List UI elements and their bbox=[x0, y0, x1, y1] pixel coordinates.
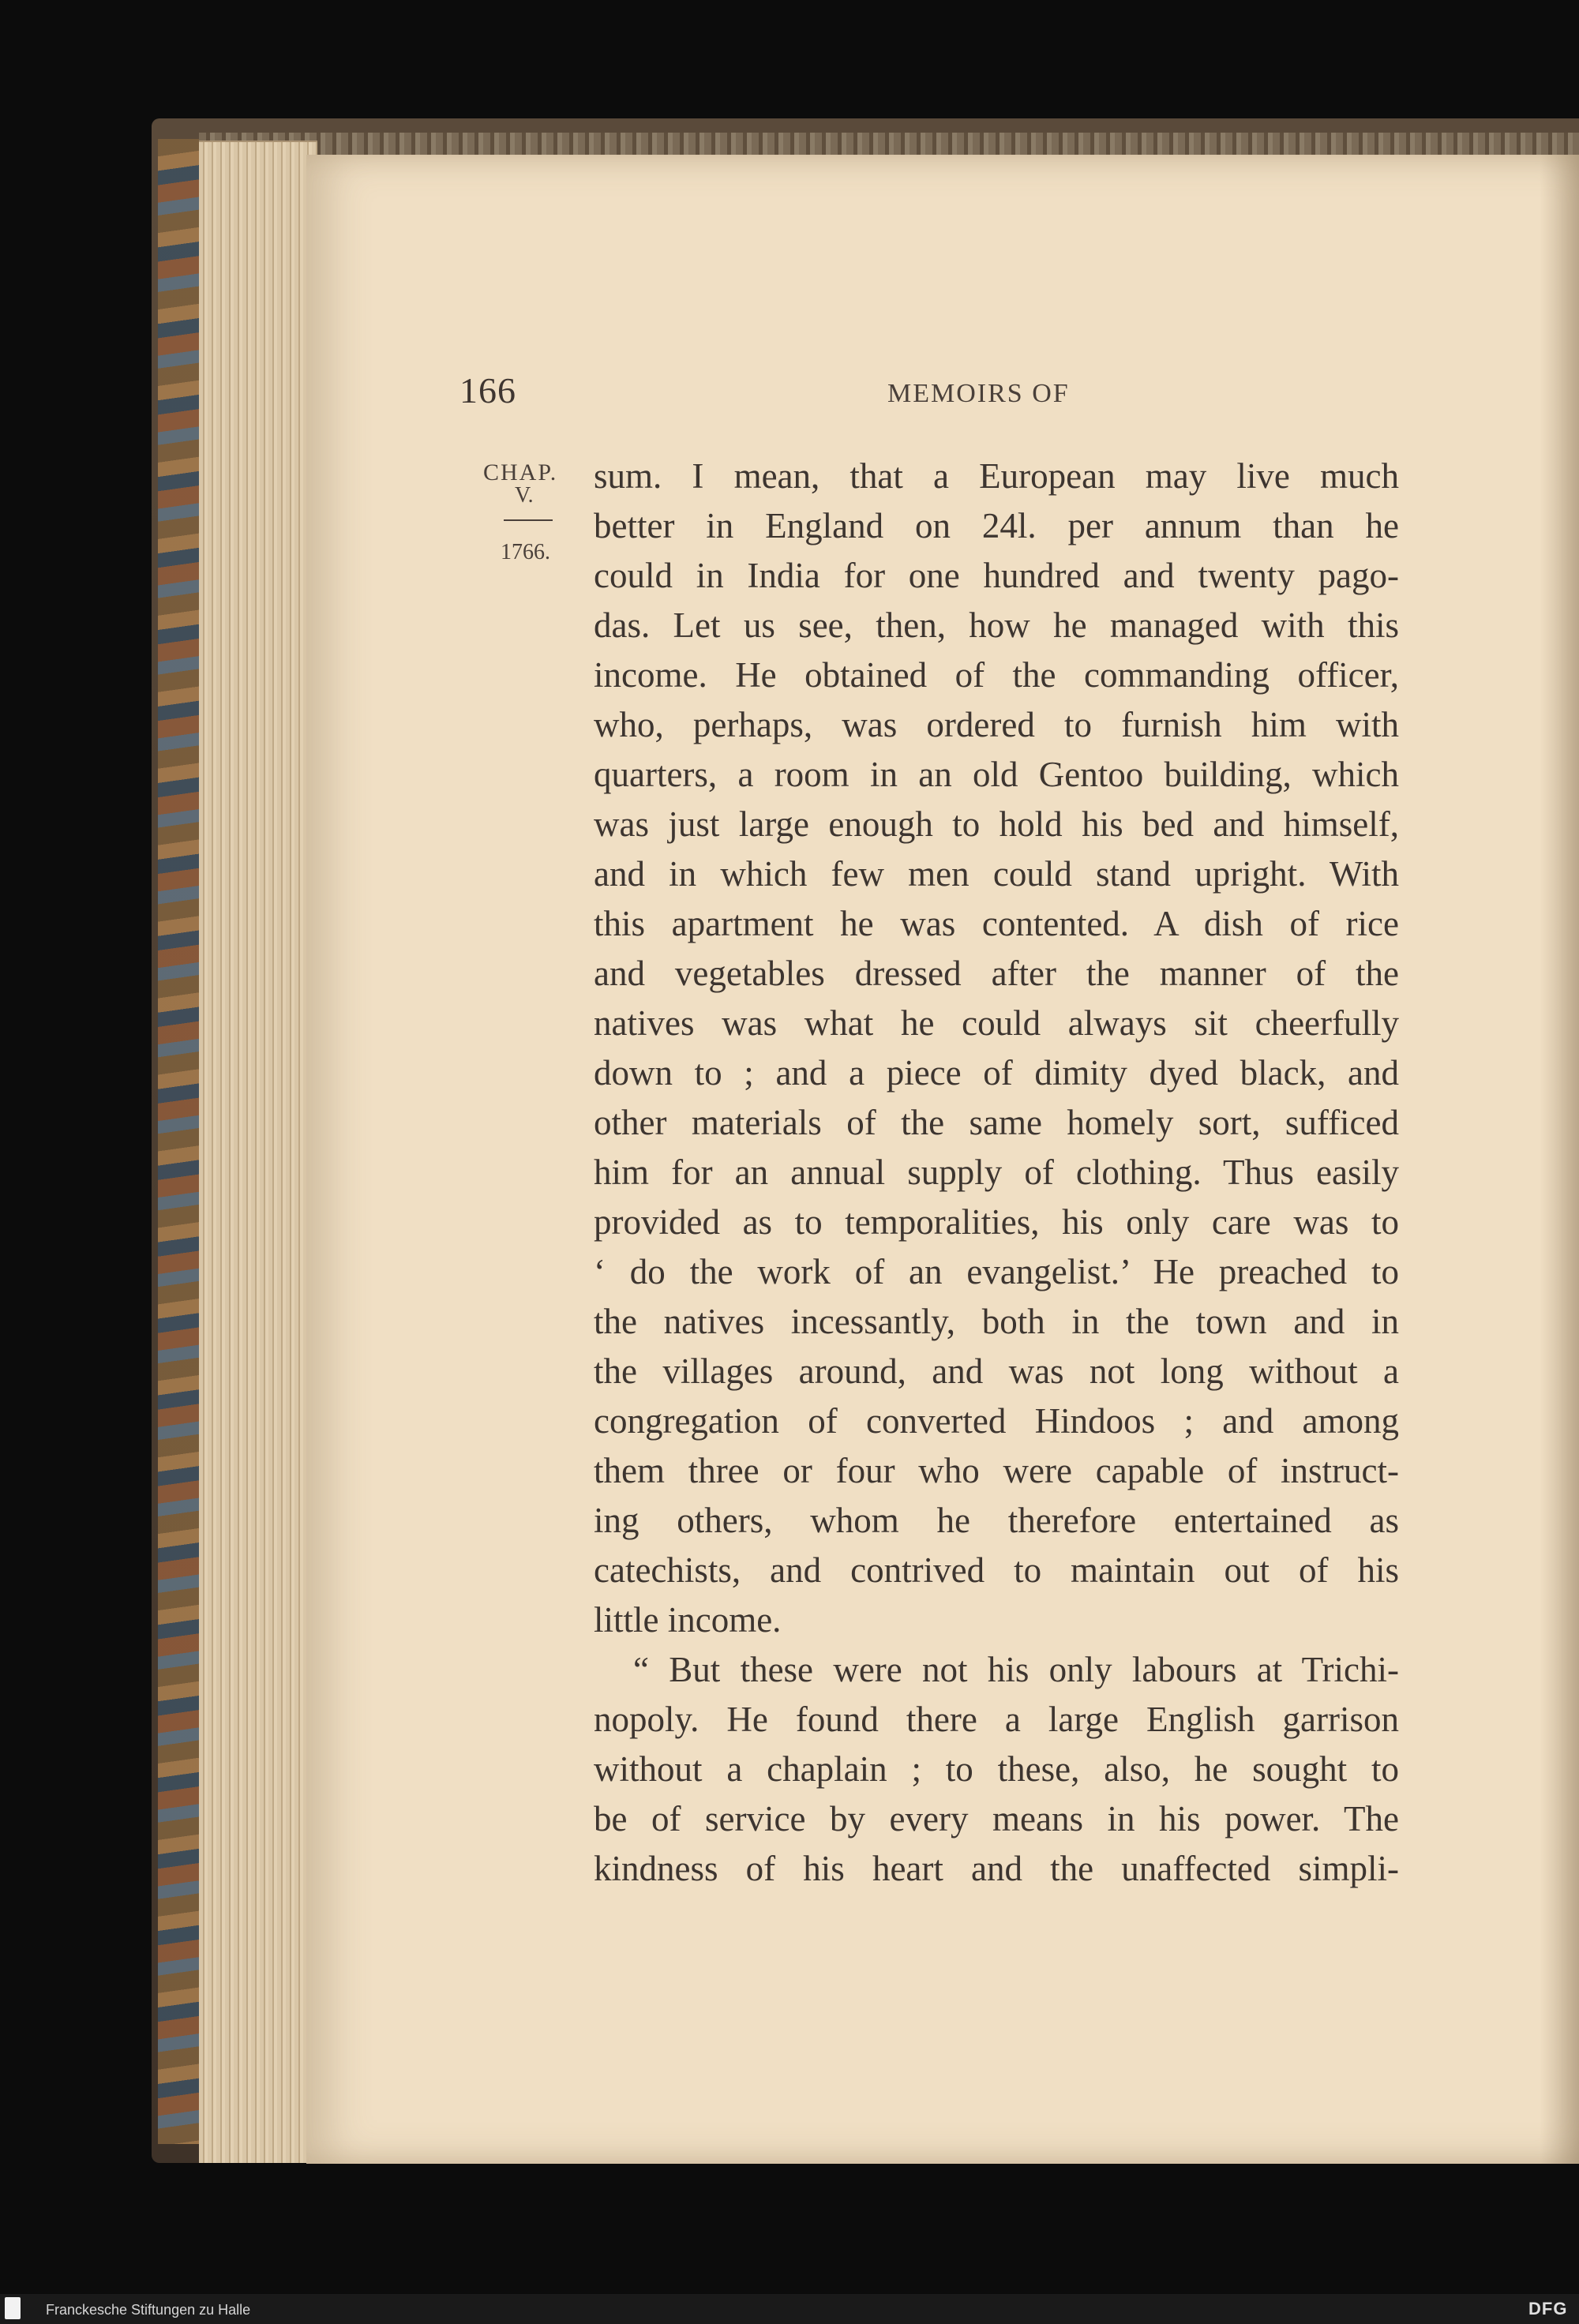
text-line: little income. bbox=[594, 1600, 782, 1640]
text-line: could in India for one hundred and twenty pago- bbox=[594, 556, 1399, 595]
running-title: MEMOIRS OF bbox=[887, 379, 1070, 408]
text-line: nopoly. He found there a large English garrison bbox=[594, 1700, 1399, 1739]
text-line: kindness of his heart and the unaffected simpli- bbox=[594, 1849, 1399, 1888]
chapter-rule bbox=[504, 519, 553, 521]
text-line: natives was what he could always sit cheerfully bbox=[594, 1003, 1399, 1043]
text-line: and in which few men could stand upright. With bbox=[594, 854, 1399, 894]
text-line: better in England on 24l. per annum than he bbox=[594, 506, 1399, 545]
text-line: ing others, whom he therefore entertained as bbox=[594, 1501, 1399, 1540]
chapter-number: V. bbox=[515, 483, 534, 508]
text-line: ‘ do the work of an evangelist.’ He preached to bbox=[594, 1252, 1399, 1291]
page-fore-edge bbox=[1540, 155, 1579, 2164]
text-line: quarters, a room in an old Gentoo building, which bbox=[594, 755, 1399, 794]
text-line: this apartment he was contented. A dish of rice bbox=[594, 904, 1399, 943]
text-line: other materials of the same homely sort, sufficed bbox=[594, 1103, 1399, 1142]
chapter-label: CHAP. bbox=[483, 459, 558, 485]
institution-logo-icon bbox=[5, 2297, 21, 2319]
funder-logo: DFG bbox=[1528, 2299, 1568, 2318]
page-number: 166 bbox=[459, 370, 516, 410]
text-line: down to ; and a piece of dimity dyed black, and bbox=[594, 1053, 1399, 1093]
text-line: das. Let us see, then, how he managed with this bbox=[594, 605, 1399, 645]
text-line: the villages around, and was not long without a bbox=[594, 1351, 1399, 1391]
text-line: congregation of converted Hindoos ; and among bbox=[594, 1401, 1399, 1441]
text-line: be of service by every means in his power. The bbox=[594, 1799, 1399, 1839]
margin-year: 1766. bbox=[501, 540, 550, 564]
text-line: sum. I mean, that a European may live much bbox=[594, 456, 1399, 496]
text-line: was just large enough to hold his bed and himself, bbox=[594, 804, 1399, 844]
text-line: them three or four who were capable of instruct- bbox=[594, 1451, 1399, 1490]
text-line: catechists, and contrived to maintain out of his bbox=[594, 1550, 1399, 1590]
text-line: and vegetables dressed after the manner of the bbox=[594, 954, 1399, 993]
page-stack-edge bbox=[199, 141, 317, 2163]
body-text bbox=[594, 452, 1399, 1894]
text-line: who, perhaps, was ordered to furnish him with bbox=[594, 705, 1399, 744]
text-line: provided as to temporalities, his only care was to bbox=[594, 1202, 1399, 1242]
institution-name: Franckesche Stiftungen zu Halle bbox=[46, 2302, 251, 2318]
text-line: the natives incessantly, both in the town and in bbox=[594, 1302, 1399, 1341]
text-line: without a chaplain ; to these, also, he sought to bbox=[594, 1749, 1399, 1789]
text-line: income. He obtained of the commanding officer, bbox=[594, 655, 1399, 695]
marbled-edge bbox=[158, 139, 201, 2144]
text-line: him for an annual supply of clothing. Thus easily bbox=[594, 1153, 1399, 1192]
text-line: “ But these were not his only labours at Trichi- bbox=[633, 1650, 1399, 1689]
